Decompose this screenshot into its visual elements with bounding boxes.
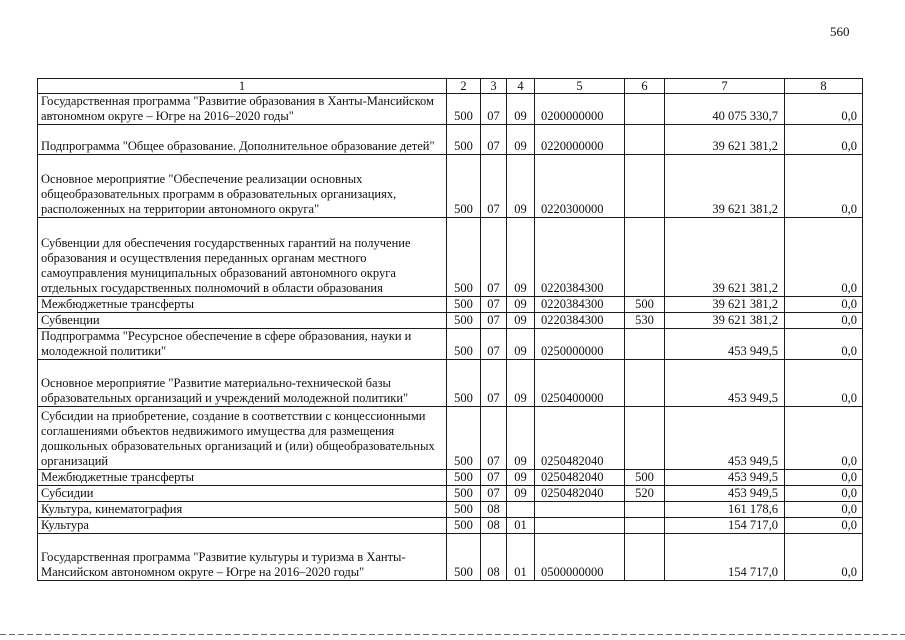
- row-name-cell: Государственная программа "Развитие образования в Ханты-Мансийском автономном округе – Югре на 2016–2020 годы": [38, 94, 447, 125]
- header-cell-6: 6: [625, 79, 665, 94]
- table-row: [38, 313, 863, 329]
- row-amount-7-cell: 453 949,5: [665, 360, 785, 407]
- row-amount-7-cell: 40 075 330,7: [665, 94, 785, 125]
- row-name-cell: Подпрограмма "Ресурсное обеспечение в сфере образования, науки и молодежной политики": [38, 329, 447, 360]
- row-amount-8-cell: 0,0: [785, 125, 863, 155]
- header-cell-8: 8: [785, 79, 863, 94]
- row-code-2-cell: 500: [447, 125, 481, 155]
- row-amount-8-cell: 0,0: [785, 518, 863, 534]
- row-code-3-cell: 07: [481, 155, 507, 218]
- row-name-cell: Основное мероприятие "Развитие материально-технической базы образовательных организаций и учреждений молодежной политики": [38, 360, 447, 407]
- row-name-cell: Подпрограмма "Общее образование. Дополнительное образование детей": [38, 125, 447, 155]
- row-name-cell: Культура, кинематография: [38, 502, 447, 518]
- row-code-6-cell: [625, 518, 665, 534]
- row-code-4-cell: 09: [507, 94, 535, 125]
- row-code-3-cell: 07: [481, 486, 507, 502]
- row-code-2-cell: 500: [447, 470, 481, 486]
- row-code-6-cell: 530: [625, 313, 665, 329]
- row-code-6-cell: [625, 155, 665, 218]
- row-amount-7-cell: 154 717,0: [665, 518, 785, 534]
- row-name-cell: Субсидии на приобретение, создание в соответствии с концессионными соглашениями объектов недвижимого имущества для размещения дошкольных образовательных организаций и (или) общеобразовательных организаций: [38, 407, 447, 470]
- row-code-3-cell: 07: [481, 125, 507, 155]
- header-cell-5: 5: [535, 79, 625, 94]
- row-amount-7-cell: 154 717,0: [665, 534, 785, 581]
- row-name-cell: Основное мероприятие "Обеспечение реализации основных общеобразовательных программ в образовательных организациях, расположенных на территории автономного округа": [38, 155, 447, 218]
- row-code-3-cell: 07: [481, 218, 507, 297]
- row-code-3-cell: 07: [481, 470, 507, 486]
- row-code-6-cell: 520: [625, 486, 665, 502]
- row-amount-8-cell: 0,0: [785, 313, 863, 329]
- row-code-5-cell: 0200000000: [535, 94, 625, 125]
- row-code-5-cell: 0250000000: [535, 329, 625, 360]
- table-row: [38, 125, 863, 155]
- row-code-6-cell: [625, 360, 665, 407]
- row-amount-7-cell: 39 621 381,2: [665, 155, 785, 218]
- row-code-4-cell: 09: [507, 470, 535, 486]
- row-amount-7-cell: 453 949,5: [665, 470, 785, 486]
- row-name-cell: Межбюджетные трансферты: [38, 470, 447, 486]
- row-code-5-cell: 0220300000: [535, 155, 625, 218]
- row-code-4-cell: 09: [507, 329, 535, 360]
- row-amount-8-cell: 0,0: [785, 329, 863, 360]
- page-number: 560: [830, 24, 850, 39]
- table-row: [38, 470, 863, 486]
- row-code-5-cell: 0220384300: [535, 218, 625, 297]
- row-code-3-cell: 08: [481, 502, 507, 518]
- row-code-6-cell: [625, 125, 665, 155]
- table-row: [38, 518, 863, 534]
- row-amount-8-cell: 0,0: [785, 155, 863, 218]
- budget-table: [37, 78, 863, 581]
- row-name-cell: Культура: [38, 518, 447, 534]
- header-cell-2: 2: [447, 79, 481, 94]
- row-code-6-cell: [625, 534, 665, 581]
- row-amount-8-cell: 0,0: [785, 486, 863, 502]
- table-row: [38, 218, 863, 297]
- row-code-6-cell: 500: [625, 297, 665, 313]
- header-cell-1: 1: [38, 79, 447, 94]
- row-code-3-cell: 07: [481, 407, 507, 470]
- row-code-2-cell: 500: [447, 313, 481, 329]
- row-code-3-cell: 07: [481, 313, 507, 329]
- row-name-cell: Субвенции для обеспечения государственных гарантий на получение образования и осуществления переданных органам местного самоуправления муниципальных образований автономного округа отдельных государственных полномочий в области образования: [38, 218, 447, 297]
- table-row: [38, 297, 863, 313]
- table-row: [38, 534, 863, 581]
- row-code-5-cell: 0250482040: [535, 470, 625, 486]
- row-code-6-cell: [625, 502, 665, 518]
- table-row: [38, 502, 863, 518]
- row-code-3-cell: 07: [481, 360, 507, 407]
- row-code-2-cell: 500: [447, 155, 481, 218]
- row-code-3-cell: 07: [481, 94, 507, 125]
- row-amount-7-cell: 39 621 381,2: [665, 125, 785, 155]
- row-code-6-cell: [625, 407, 665, 470]
- table-row: [38, 486, 863, 502]
- row-code-6-cell: [625, 329, 665, 360]
- row-amount-7-cell: 453 949,5: [665, 407, 785, 470]
- row-amount-7-cell: 39 621 381,2: [665, 313, 785, 329]
- row-code-4-cell: [507, 502, 535, 518]
- table-row: [38, 155, 863, 218]
- row-code-2-cell: 500: [447, 534, 481, 581]
- row-code-3-cell: 08: [481, 518, 507, 534]
- row-code-4-cell: 09: [507, 155, 535, 218]
- table-row: [38, 407, 863, 470]
- row-code-5-cell: 0500000000: [535, 534, 625, 581]
- table-row: [38, 94, 863, 125]
- row-code-6-cell: [625, 218, 665, 297]
- row-code-5-cell: [535, 518, 625, 534]
- row-code-4-cell: 09: [507, 486, 535, 502]
- table-row: [38, 329, 863, 360]
- row-code-2-cell: 500: [447, 407, 481, 470]
- row-amount-8-cell: 0,0: [785, 94, 863, 125]
- header-cell-4: 4: [507, 79, 535, 94]
- row-code-4-cell: 09: [507, 125, 535, 155]
- row-amount-8-cell: 0,0: [785, 502, 863, 518]
- row-code-4-cell: 09: [507, 313, 535, 329]
- row-amount-8-cell: 0,0: [785, 407, 863, 470]
- row-code-2-cell: 500: [447, 329, 481, 360]
- row-code-3-cell: 08: [481, 534, 507, 581]
- row-code-5-cell: [535, 502, 625, 518]
- row-code-5-cell: 0220000000: [535, 125, 625, 155]
- row-amount-8-cell: 0,0: [785, 534, 863, 581]
- row-code-2-cell: 500: [447, 94, 481, 125]
- scan-edge-line: [0, 634, 905, 635]
- row-code-2-cell: 500: [447, 360, 481, 407]
- table-row: [38, 360, 863, 407]
- header-cell-3: 3: [481, 79, 507, 94]
- row-amount-7-cell: 453 949,5: [665, 486, 785, 502]
- row-code-4-cell: 01: [507, 518, 535, 534]
- row-amount-7-cell: 39 621 381,2: [665, 297, 785, 313]
- row-code-5-cell: 0220384300: [535, 297, 625, 313]
- row-code-5-cell: 0220384300: [535, 313, 625, 329]
- row-code-4-cell: 09: [507, 407, 535, 470]
- table-header-row: [38, 79, 863, 94]
- row-amount-7-cell: 453 949,5: [665, 329, 785, 360]
- row-code-6-cell: 500: [625, 470, 665, 486]
- row-amount-7-cell: 161 178,6: [665, 502, 785, 518]
- row-code-2-cell: 500: [447, 297, 481, 313]
- row-code-5-cell: 0250482040: [535, 486, 625, 502]
- row-amount-8-cell: 0,0: [785, 297, 863, 313]
- row-amount-8-cell: 0,0: [785, 360, 863, 407]
- row-code-4-cell: 01: [507, 534, 535, 581]
- row-name-cell: Государственная программа "Развитие культуры и туризма в Ханты-Мансийском автономном округе – Югре на 2016–2020 годы": [38, 534, 447, 581]
- row-amount-8-cell: 0,0: [785, 470, 863, 486]
- row-name-cell: Субсидии: [38, 486, 447, 502]
- row-name-cell: Субвенции: [38, 313, 447, 329]
- row-code-3-cell: 07: [481, 297, 507, 313]
- row-code-5-cell: 0250482040: [535, 407, 625, 470]
- row-name-cell: Межбюджетные трансферты: [38, 297, 447, 313]
- row-code-4-cell: 09: [507, 360, 535, 407]
- row-code-2-cell: 500: [447, 502, 481, 518]
- row-code-4-cell: 09: [507, 297, 535, 313]
- row-code-3-cell: 07: [481, 329, 507, 360]
- row-code-2-cell: 500: [447, 218, 481, 297]
- row-code-6-cell: [625, 94, 665, 125]
- row-code-2-cell: 500: [447, 518, 481, 534]
- row-code-5-cell: 0250400000: [535, 360, 625, 407]
- header-cell-7: 7: [665, 79, 785, 94]
- row-code-2-cell: 500: [447, 486, 481, 502]
- row-code-4-cell: 09: [507, 218, 535, 297]
- row-amount-7-cell: 39 621 381,2: [665, 218, 785, 297]
- row-amount-8-cell: 0,0: [785, 218, 863, 297]
